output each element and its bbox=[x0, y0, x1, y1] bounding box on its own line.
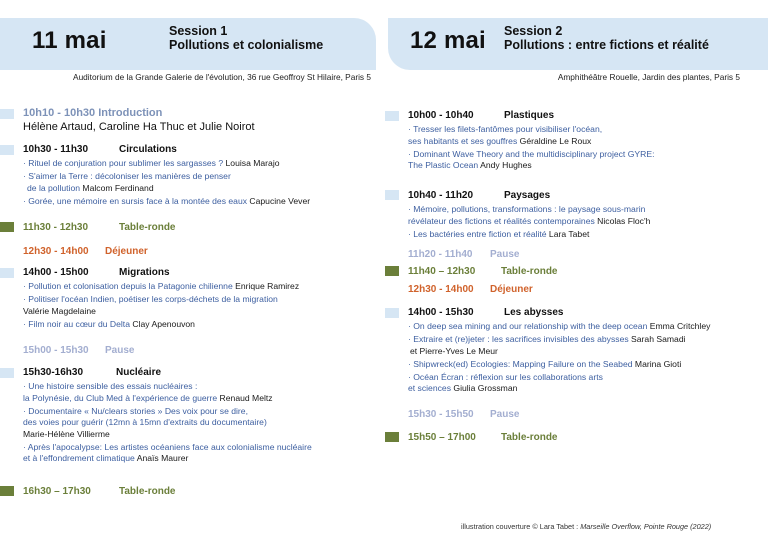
slot-marker bbox=[385, 111, 399, 121]
slot-pause: 15h30 - 15h50 Pause bbox=[408, 409, 520, 420]
talk: · Gorée, une mémoire en sursis face à la montée des eaux Capucine Vever bbox=[23, 195, 311, 206]
talk: · Rituel de conjuration pour sublimer les sargasses ? Louisa Marajo bbox=[23, 158, 280, 168]
slot-marker bbox=[385, 190, 399, 200]
day2-venue: Amphithéâtre Rouelle, Jardin des plantes, Paris 5 bbox=[557, 72, 740, 82]
table-ronde-marker bbox=[385, 266, 399, 276]
talk: · Tresser les filets-fantômes pour visibiliser l'océan, ses habitants et ses gouffres Géraldine Le Roux bbox=[408, 124, 603, 146]
talk: · Océan Écran : réflexion sur les collaborations arts et sciences Giulia Grossman bbox=[408, 371, 603, 393]
talk: · S'aimer la Terre : décoloniser les manières de penser de la pollution Malcom Ferdinand bbox=[23, 171, 231, 193]
day1-session bbox=[169, 24, 323, 52]
slot-pause: 11h20 - 11h40 Pause bbox=[408, 249, 520, 260]
slot-dejeuner: 12h30 - 14h00 Déjeuner bbox=[408, 284, 533, 295]
day2-header-band bbox=[388, 18, 768, 70]
intro-heading: 10h10 - 10h30 Introduction bbox=[23, 107, 163, 119]
day1-date: 11 mai bbox=[32, 27, 107, 54]
day1-session-title: Pollutions et colonialisme bbox=[169, 38, 324, 52]
day1-venue: Auditorium de la Grande Galerie de l'évolution, 36 rue Geoffroy St Hilaire, Paris 5 bbox=[73, 72, 371, 82]
day2-session bbox=[504, 24, 709, 52]
day2-session-label: Session 2 bbox=[504, 24, 563, 38]
slot-table-ronde: 16h30 – 17h30 Table-ronde bbox=[23, 486, 176, 497]
talk: · Film noir au cœur du Delta Clay Apenouvon bbox=[23, 318, 195, 329]
talk: · Shipwreck(ed) Ecologies: Mapping Failure on the Seabed Marina Gioti bbox=[408, 358, 682, 369]
day1-session-label: Session 1 bbox=[169, 24, 228, 38]
slot-marker bbox=[385, 308, 399, 318]
slot-abysses: 14h00 - 15h30 Les abysses · On deep sea mining and our relationship with the deep ocean Emma Critchley · Extraire et (re)jeter : les sacrifices invisibles des abysses Sarah Samadi et Pierre-Yves Le Meur · Shipwreck(ed) Ecologies: Mapping Failure on the Seabed Marina Gioti · Océan Écran : réflexion sur les collaborations arts et sciences Giulia Grossman bbox=[408, 307, 711, 393]
talk: · Pollution et colonisation depuis la Patagonie chilienne Enrique Ramirez bbox=[23, 281, 300, 291]
slot-migrations: 14h00 - 15h00 Migrations · Pollution et colonisation depuis la Patagonie chilienne Enrique Ramirez · Politiser l'océan Indien, poétiser les corps-déchets de la migration Valérie Magdelaine · Film noir au cœur du Delta Clay Apenouvon bbox=[23, 267, 300, 329]
slot-time: 10h30 - 11h30 bbox=[23, 144, 89, 155]
intro-speakers: Hélène Artaud, Caroline Ha Thuc et Julie Noirot bbox=[23, 121, 255, 133]
slot-dejeuner: 12h30 - 14h00 Déjeuner bbox=[23, 246, 148, 257]
slot-table-ronde: 11h40 – 12h30 Table-ronde bbox=[408, 266, 558, 277]
day2-session-title: Pollutions : entre fictions et réalité bbox=[504, 38, 709, 52]
slot-marker bbox=[0, 145, 14, 155]
intro-block bbox=[23, 106, 255, 134]
day1-header-band bbox=[0, 18, 376, 70]
slot-circulations bbox=[23, 143, 310, 207]
slot-marker bbox=[0, 368, 14, 378]
talk: · Une histoire sensible des essais nucléaires : la Polynésie, du Club Med à l'expérience de guerre Renaud Meltz bbox=[23, 381, 273, 403]
illustration-credit: illustration couverture © Lara Tabet : Marseille Overflow, Pointe Rouge (2022) bbox=[461, 522, 712, 531]
talk: · On deep sea mining and our relationship with the deep ocean Emma Critchley bbox=[408, 321, 711, 331]
slot-table-ronde: 15h50 – 17h00 Table-ronde bbox=[408, 432, 558, 443]
slot-nucleaire: 15h30-16h30 Nucléaire · Une histoire sensible des essais nucléaires : la Polynésie, du Club Med à l'expérience de guerre Renaud Meltz · Documentaire « Nu/clears stories » Des voix pour se dire, des voies pour guérir (12mn à 15mn d'extraits du documentaire) Marie-Hélène Villierme · Après l'apocalypse: Les artistes océaniens face aux colonialisme nucléaire et à l'effondrement climatique Anaïs Maurer bbox=[23, 367, 312, 463]
table-ronde-marker bbox=[0, 486, 14, 496]
talk: · Documentaire « Nu/clears stories » Des voix pour se dire, des voies pour guérir (12mn à 15mn d'extraits du documentaire) Marie-Hélène Villierme bbox=[23, 405, 267, 439]
talk: · Après l'apocalypse: Les artistes océaniens face aux colonialisme nucléaire et à l'effondrement climatique Anaïs Maurer bbox=[23, 441, 312, 463]
slot-plastiques: 10h00 - 10h40 Plastiques · Tresser les filets-fantômes pour visibiliser l'océan, ses habitants et ses gouffres Géraldine Le Roux · Dominant Wave Theory and the multidisciplinary project GYRE: The Plastic Ocean Andy Hughes bbox=[408, 110, 655, 170]
table-ronde-marker bbox=[385, 432, 399, 442]
day2-date: 12 mai bbox=[410, 27, 486, 54]
table-ronde-marker bbox=[0, 222, 14, 232]
intro-marker bbox=[0, 109, 14, 119]
talk: · Dominant Wave Theory and the multidisciplinary project GYRE: The Plastic Ocean Andy Hughes bbox=[408, 148, 655, 170]
slot-pause: 15h00 - 15h30 Pause bbox=[23, 345, 135, 356]
slot-paysages: 10h40 - 11h20 Paysages · Mémoire, pollutions, transformations : le paysage sous-marin révélateur des fictions et réalités contemporaines Nicolas Floc'h · Les bactéries entre fiction et réalité Lara Tabet bbox=[408, 190, 651, 239]
talk: · Politiser l'océan Indien, poétiser les corps-déchets de la migration Valérie Magdelaine bbox=[23, 294, 278, 316]
talk: · Extraire et (re)jeter : les sacrifices invisibles des abysses Sarah Samadi et Pierre-Yves Le Meur bbox=[408, 334, 686, 356]
slot-table-ronde: 11h30 - 12h30 Table-ronde bbox=[23, 222, 176, 233]
slot-marker bbox=[0, 268, 14, 278]
slot-title: Circulations bbox=[119, 144, 177, 155]
talk: · Mémoire, pollutions, transformations : le paysage sous-marin révélateur des fictions et réalités contemporaines Nicolas Floc'h bbox=[408, 204, 651, 226]
talk: · Les bactéries entre fiction et réalité Lara Tabet bbox=[408, 228, 590, 239]
